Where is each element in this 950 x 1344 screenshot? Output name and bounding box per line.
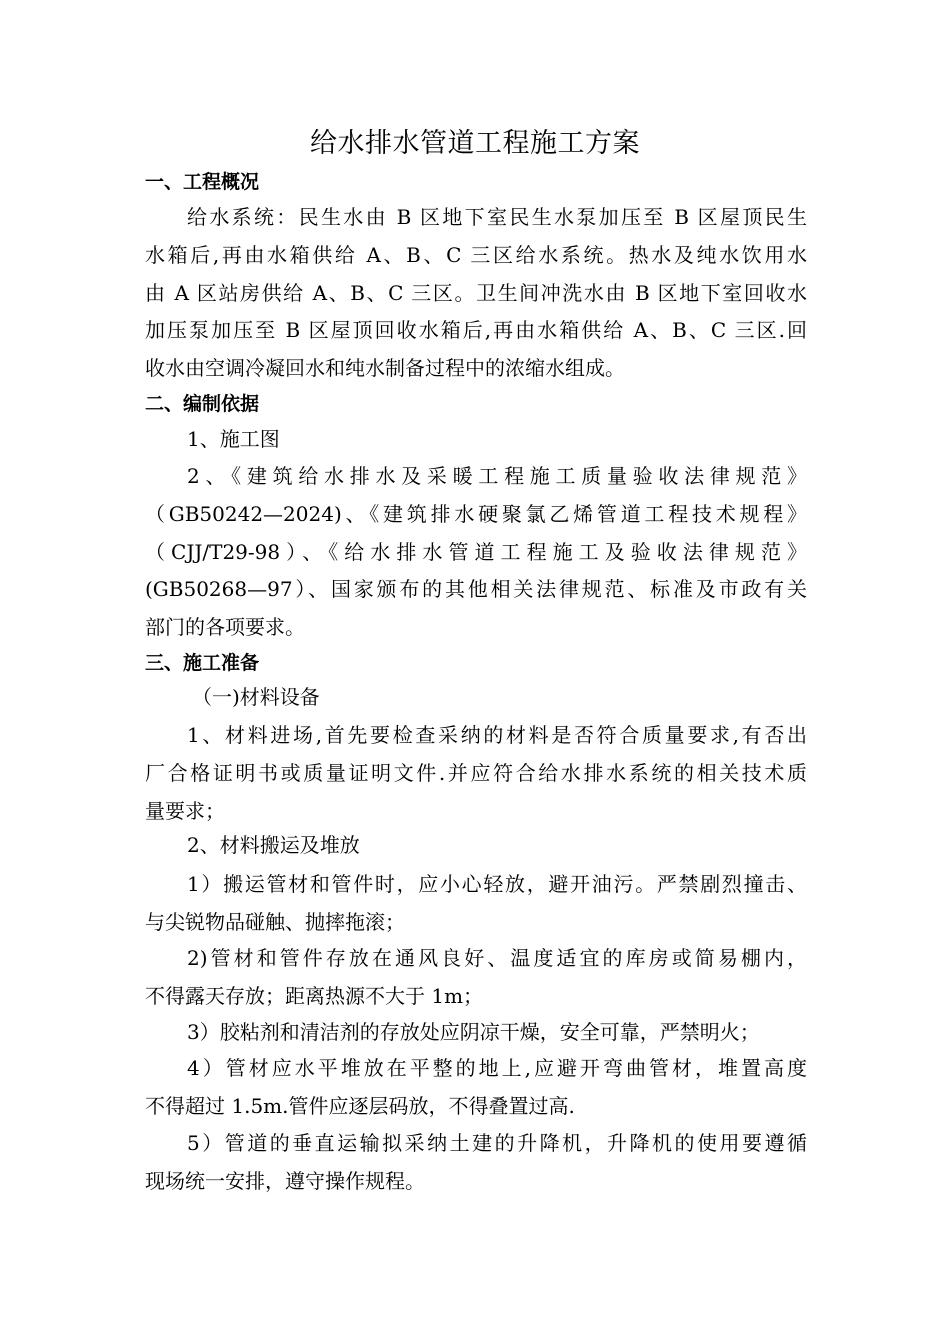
paragraph-line: 1）搬运管材和管件时，应小心轻放，避开油污。严禁剧烈撞击、 xyxy=(187,872,807,896)
paragraph-line: 加压泵加压至 B 区屋顶回收水箱后,再由水箱供给 A、B、C 三区.回 xyxy=(145,318,807,343)
paragraph-line: 量要求； xyxy=(145,798,225,823)
materials-paragraph-2 xyxy=(145,866,807,942)
materials-paragraph-5 xyxy=(145,1050,807,1126)
materials-paragraph-6 xyxy=(145,1125,807,1201)
materials-paragraph-3 xyxy=(145,940,807,1016)
materials-item-transport: 2、材料搬运及堆放 xyxy=(187,833,360,857)
paragraph-line: 由 A 区站房供给 A、B、C 三区。卫生间冲洗水由 B 区地下室回收水 xyxy=(145,280,807,305)
paragraph-line: 5）管道的垂直运输拟采纳土建的升降机，升降机的使用要遵循 xyxy=(187,1131,807,1155)
materials-paragraph-1 xyxy=(145,717,807,830)
document-title: 给水排水管道工程施工方案 xyxy=(310,128,640,159)
basis-paragraph xyxy=(145,458,807,647)
paragraph-line: 2)管材和管件存放在通风良好、温度适宜的库房或简易棚内， xyxy=(187,946,807,970)
section-heading-preparation: 三、施工准备 xyxy=(145,652,260,674)
basis-item-drawings: 1、施工图 xyxy=(187,427,280,451)
paragraph-line: 不得超过 1.5m.管件应逐层码放，不得叠置过高. xyxy=(145,1093,575,1118)
overview-paragraph xyxy=(145,199,807,388)
paragraph-line: 部门的各项要求。 xyxy=(145,615,305,640)
paragraph-line: 1、材料进场,首先要检查采纳的材料是否符合质量要求,有否出 xyxy=(187,723,807,747)
paragraph-line: 给水系统：民生水由 B 区地下室民生水泵加压至 B 区屋顶民生 xyxy=(187,205,807,229)
paragraph-line: 水箱后,再由水箱供给 A、B、C 三区给水系统。热水及纯水饮用水 xyxy=(145,242,807,267)
paragraph-line: 厂合格证明书或质量证明文件.并应符合给水排水系统的相关技术质 xyxy=(145,760,807,785)
paragraph-line: 与尖锐物品碰触、抛摔拖滚； xyxy=(145,909,405,934)
paragraph-line: 2、《建筑给水排水及采暖工程施工质量验收法律规范》 xyxy=(187,464,807,488)
paragraph-line: 收水由空调冷凝回水和纯水制备过程中的浓缩水组成。 xyxy=(145,356,625,381)
materials-paragraph-4 xyxy=(145,1014,807,1052)
paragraph-line: （GB50242—2024)、《建筑排水硬聚氯乙烯管道工程技术规程》 xyxy=(145,501,807,526)
paragraph-line: （CJJ/T29-98）、《给水排水管道工程施工及验收法律规范》 xyxy=(145,539,807,564)
subsection-heading-materials: （一)材料设备 xyxy=(192,685,320,709)
section-heading-overview: 一、工程概况 xyxy=(145,171,260,193)
paragraph-line: 4）管材应水平堆放在平整的地上,应避开弯曲管材，堆置高度 xyxy=(187,1056,807,1080)
paragraph-line: 现场统一安排，遵守操作规程。 xyxy=(145,1168,425,1193)
section-heading-basis: 二、编制依据 xyxy=(145,393,260,415)
paragraph-line: 不得露天存放；距离热源不大于 1m； xyxy=(145,983,484,1008)
paragraph-line: (GB50268—97）、国家颁布的其他相关法律规范、标准及市政有关 xyxy=(145,577,807,602)
paragraph-line: 3）胶粘剂和清洁剂的存放处应阴凉干燥，安全可靠，严禁明火； xyxy=(187,1020,760,1044)
